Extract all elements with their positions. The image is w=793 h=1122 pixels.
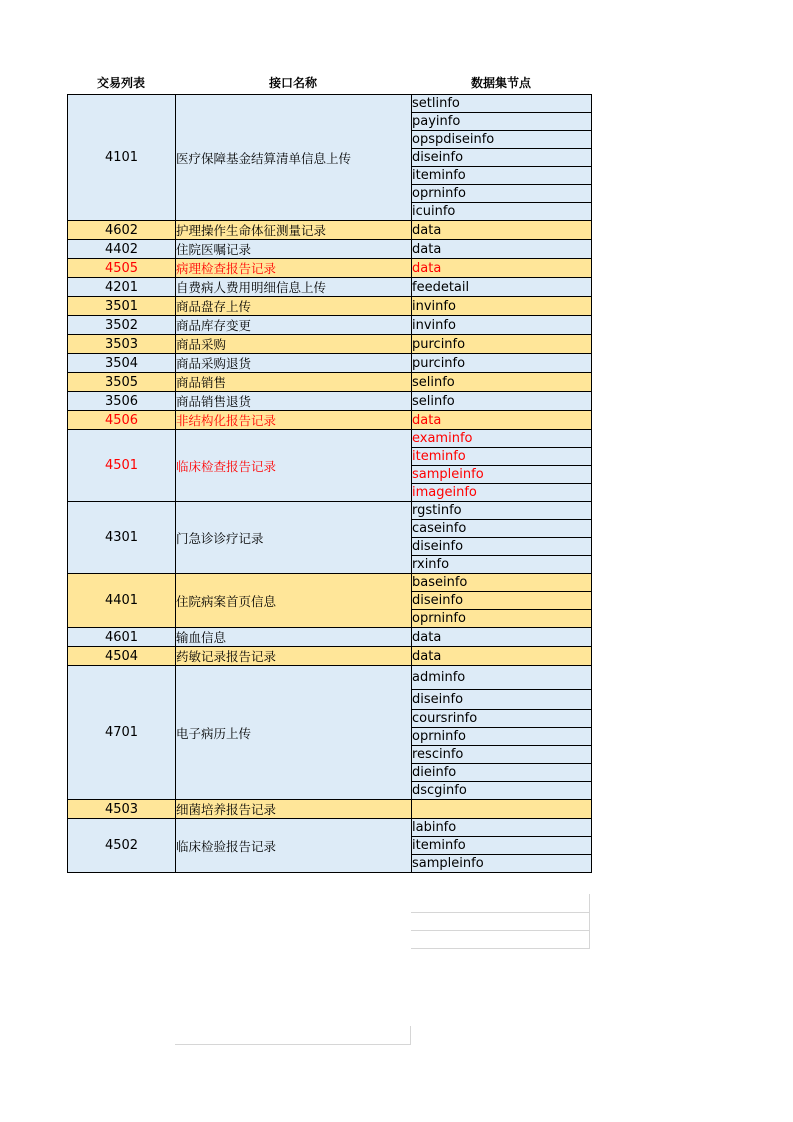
dataset-node-cell: dscginfo (412, 782, 592, 800)
trade-code-cell: 4602 (68, 221, 176, 240)
dataset-node-cell: invinfo (412, 316, 592, 335)
dataset-node-cell: sampleinfo (412, 466, 592, 484)
trade-code-cell: 4301 (68, 502, 176, 574)
dataset-node-cell: diseinfo (412, 149, 592, 167)
gridline (410, 1026, 411, 1045)
interface-name-cell: 商品库存变更 (176, 316, 412, 335)
trade-code-cell: 4502 (68, 819, 176, 873)
table-row (68, 221, 592, 240)
table-row (68, 819, 592, 837)
interface-name-cell: 商品盘存上传 (176, 297, 412, 316)
dataset-node-cell: purcinfo (412, 335, 592, 354)
dataset-node-cell: diseinfo (412, 592, 592, 610)
interface-name-cell: 药敏记录报告记录 (176, 647, 412, 666)
trade-code-cell: 4701 (68, 666, 176, 800)
trade-code-cell: 3504 (68, 354, 176, 373)
dataset-node-cell: diseinfo (412, 690, 592, 710)
dataset-node-cell: feedetail (412, 278, 592, 297)
trade-code-cell: 4503 (68, 800, 176, 819)
dataset-node-cell: labinfo (412, 819, 592, 837)
dataset-node-cell: oprninfo (412, 728, 592, 746)
interface-table (67, 94, 592, 873)
interface-name-cell: 非结构化报告记录 (176, 411, 412, 430)
gridline (411, 930, 590, 931)
table-row (68, 259, 592, 278)
dataset-node-cell: data (412, 411, 592, 430)
header-interface-name: 接口名称 (268, 76, 317, 90)
table-row (68, 647, 592, 666)
trade-code-cell: 4501 (68, 430, 176, 502)
dataset-node-cell: data (412, 628, 592, 647)
table-row (68, 335, 592, 354)
interface-name-cell: 电子病历上传 (176, 666, 412, 800)
trade-code-cell: 4506 (68, 411, 176, 430)
dataset-node-cell: imageinfo (412, 484, 592, 502)
interface-name-cell: 医疗保障基金结算清单信息上传 (176, 95, 412, 221)
trade-code-cell: 3502 (68, 316, 176, 335)
interface-name-cell: 住院医嘱记录 (176, 240, 412, 259)
interface-name-cell: 商品采购退货 (176, 354, 412, 373)
interface-name-cell: 门急诊诊疗记录 (176, 502, 412, 574)
dataset-node-cell: payinfo (412, 113, 592, 131)
trade-code-cell: 4101 (68, 95, 176, 221)
table-row (68, 800, 592, 819)
dataset-node-cell: iteminfo (412, 837, 592, 855)
dataset-node-cell: rgstinfo (412, 502, 592, 520)
dataset-node-cell: adminfo (412, 666, 592, 690)
trade-code-cell: 4401 (68, 574, 176, 628)
interface-name-cell: 自费病人费用明细信息上传 (176, 278, 412, 297)
table-row (68, 316, 592, 335)
trade-code-cell: 4505 (68, 259, 176, 278)
table-row (68, 502, 592, 520)
dataset-node-cell: invinfo (412, 297, 592, 316)
table-row (68, 392, 592, 411)
gridline (411, 912, 590, 913)
dataset-node-cell: selinfo (412, 392, 592, 411)
trade-code-cell: 3501 (68, 297, 176, 316)
dataset-node-cell: setlinfo (412, 95, 592, 113)
interface-name-cell: 细菌培养报告记录 (176, 800, 412, 819)
table-row (68, 240, 592, 259)
dataset-node-cell: oprninfo (412, 610, 592, 628)
dataset-node-cell: sampleinfo (412, 855, 592, 873)
dataset-node-cell: rxinfo (412, 556, 592, 574)
dataset-node-cell: data (412, 240, 592, 259)
table-row (68, 95, 592, 113)
dataset-node-cell: data (412, 221, 592, 240)
dataset-node-cell: opspdiseinfo (412, 131, 592, 149)
interface-name-cell: 病理检查报告记录 (176, 259, 412, 278)
gridline (411, 948, 590, 949)
dataset-node-cell: data (412, 647, 592, 666)
table-row (68, 373, 592, 392)
table-row (68, 666, 592, 690)
dataset-node-cell: diseinfo (412, 538, 592, 556)
dataset-node-cell: iteminfo (412, 448, 592, 466)
interface-name-cell: 临床检验报告记录 (176, 819, 412, 873)
interface-name-cell: 护理操作生命体征测量记录 (176, 221, 412, 240)
dataset-node-cell: iteminfo (412, 167, 592, 185)
dataset-node-cell: data (412, 259, 592, 278)
gridline (175, 1044, 411, 1045)
dataset-node-cell: dieinfo (412, 764, 592, 782)
dataset-node-cell: icuinfo (412, 203, 592, 221)
dataset-node-cell (412, 800, 592, 819)
trade-code-cell: 3505 (68, 373, 176, 392)
interface-name-cell: 输血信息 (176, 628, 412, 647)
dataset-node-cell: oprninfo (412, 185, 592, 203)
trade-code-cell: 3506 (68, 392, 176, 411)
table-row (68, 354, 592, 373)
dataset-node-cell: coursrinfo (412, 710, 592, 728)
table-row (68, 278, 592, 297)
table-row (68, 574, 592, 592)
trade-code-cell: 4504 (68, 647, 176, 666)
trade-code-cell: 4601 (68, 628, 176, 647)
table-row (68, 430, 592, 448)
interface-name-cell: 住院病案首页信息 (176, 574, 412, 628)
trade-code-cell: 4201 (68, 278, 176, 297)
interface-name-cell: 商品销售退货 (176, 392, 412, 411)
trade-code-cell: 3503 (68, 335, 176, 354)
dataset-node-cell: rescinfo (412, 746, 592, 764)
header-dataset-node: 数据集节点 (470, 76, 531, 90)
gridline (589, 894, 590, 949)
table-row (68, 297, 592, 316)
table-row (68, 628, 592, 647)
dataset-node-cell: caseinfo (412, 520, 592, 538)
header-trade-list: 交易列表 (96, 76, 145, 90)
dataset-node-cell: selinfo (412, 373, 592, 392)
interface-name-cell: 商品采购 (176, 335, 412, 354)
dataset-node-cell: examinfo (412, 430, 592, 448)
trade-code-cell: 4402 (68, 240, 176, 259)
interface-name-cell: 临床检查报告记录 (176, 430, 412, 502)
dataset-node-cell: purcinfo (412, 354, 592, 373)
table-row (68, 411, 592, 430)
dataset-node-cell: baseinfo (412, 574, 592, 592)
interface-name-cell: 商品销售 (176, 373, 412, 392)
